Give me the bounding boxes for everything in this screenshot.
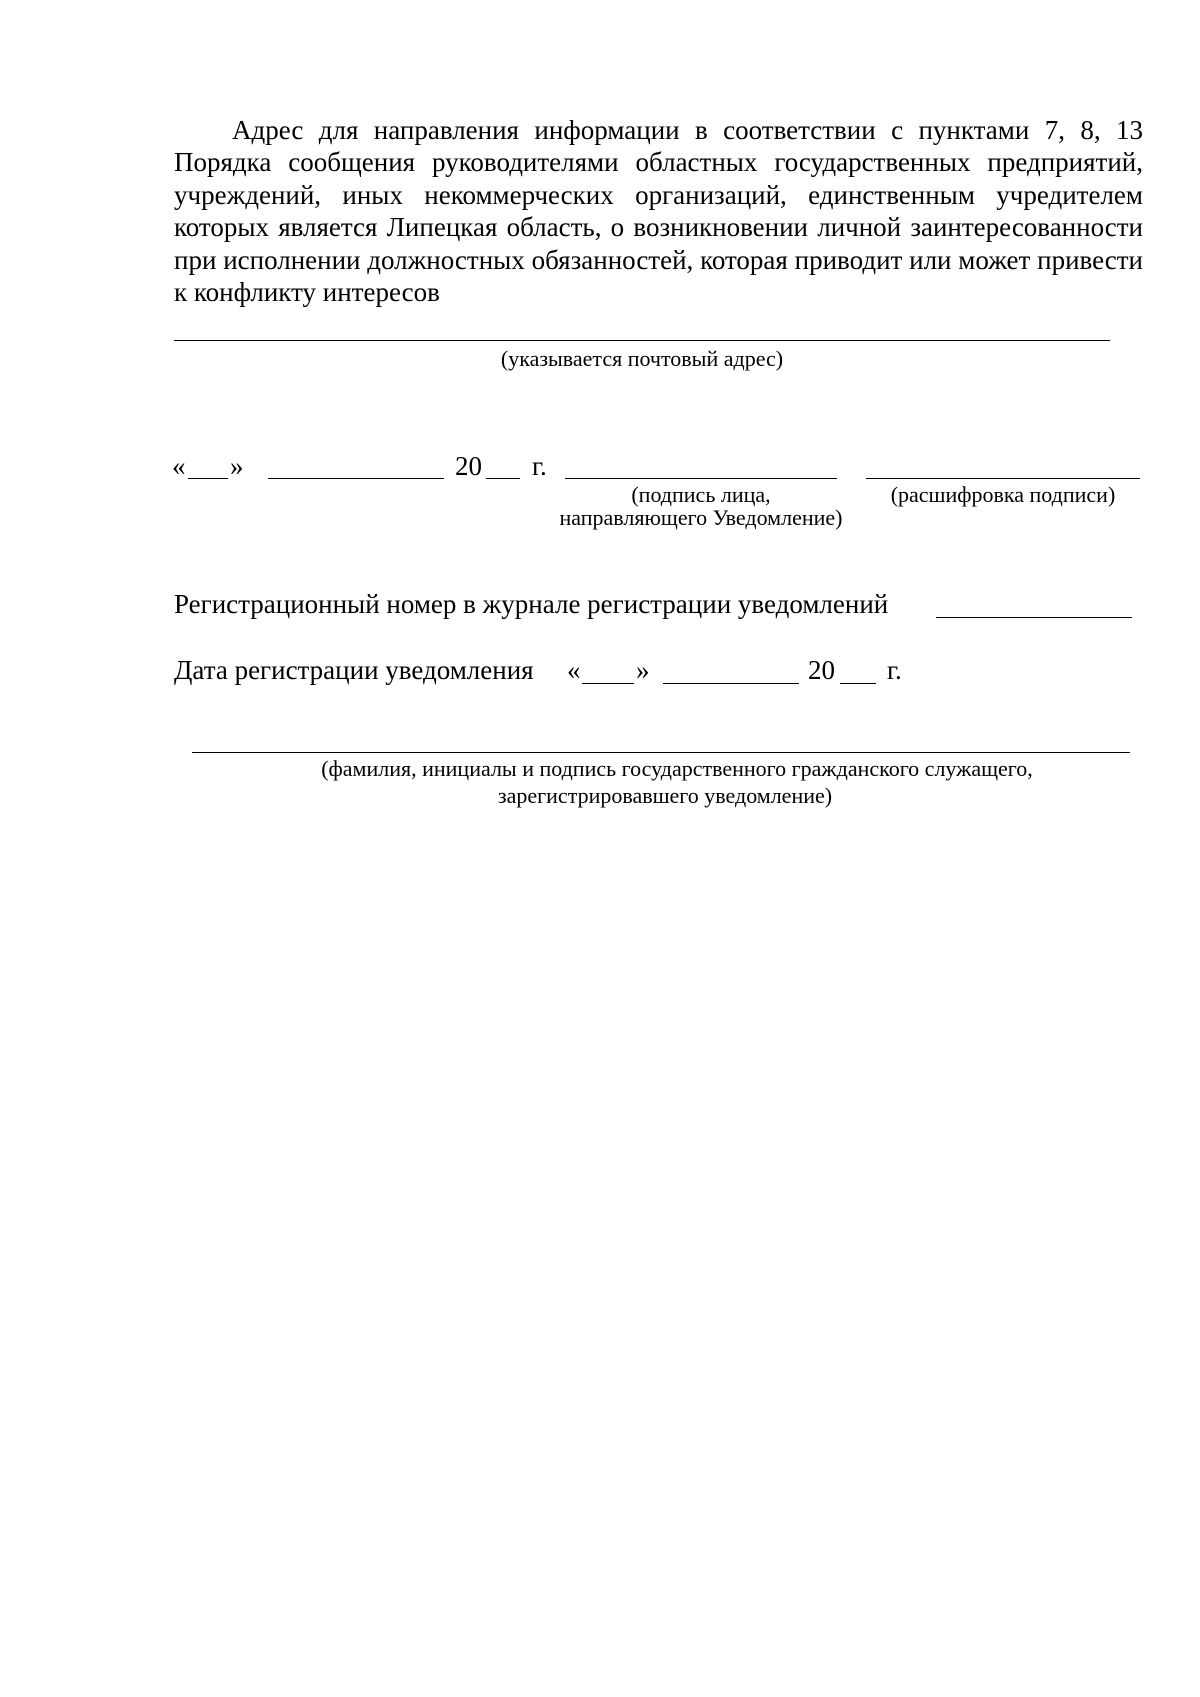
registration-date-close-quote: » — [636, 655, 650, 685]
date-year-suffix: г. — [532, 451, 547, 481]
signature-decoding-line[interactable] — [866, 478, 1140, 479]
registration-date-year-prefix: 20 — [808, 655, 835, 685]
postal-address-caption: (указывается почтовый адрес) — [500, 346, 784, 371]
registration-date-open-quote: « — [567, 655, 581, 685]
registrar-caption-line1: (фамилия, инициалы и подпись государственного гражданского служащего, — [321, 756, 1033, 781]
registration-date-day-blank[interactable] — [582, 683, 634, 684]
registrar-caption-line2: зарегистрировавшего уведомление) — [497, 783, 833, 808]
signature-line[interactable] — [565, 478, 837, 479]
registrar-signature-line[interactable] — [192, 752, 1130, 753]
date-day-close-quote: » — [230, 451, 244, 481]
postal-address-line[interactable] — [174, 340, 1110, 341]
registration-date-label: Дата регистрации уведомления — [174, 655, 534, 685]
date-day-open-quote: « — [172, 451, 186, 481]
date-day-blank[interactable] — [188, 478, 228, 479]
registration-date-month-blank[interactable] — [663, 683, 799, 684]
registration-number-label: Регистрационный номер в журнале регистрации уведомлений — [174, 589, 889, 619]
registration-number-blank[interactable] — [936, 617, 1132, 618]
signature-caption-line1: (подпись лица, — [631, 482, 771, 507]
address-paragraph: Адрес для направления информации в соответствии с пунктами 7, 8, 13 Порядка сообщения руководителями областных государственных предприятий, учреждений, иных некоммерческих организаций, единственным учредителем которых является Липецкая область, о возникновении личной заинтересованности при исполнении должностных обязанностей, которая приводит или может привести к конфликту интересов — [174, 115, 1143, 308]
signature-decoding-caption: (расшифровка подписи) — [890, 482, 1116, 507]
date-year-prefix: 20 — [455, 451, 482, 481]
registration-date-year-suffix: г. — [887, 655, 902, 685]
date-month-blank[interactable] — [268, 478, 444, 479]
registration-date-year-blank[interactable] — [840, 683, 876, 684]
date-year-blank[interactable] — [486, 478, 520, 479]
signature-caption-line2: направляющего Уведомление) — [559, 505, 843, 530]
